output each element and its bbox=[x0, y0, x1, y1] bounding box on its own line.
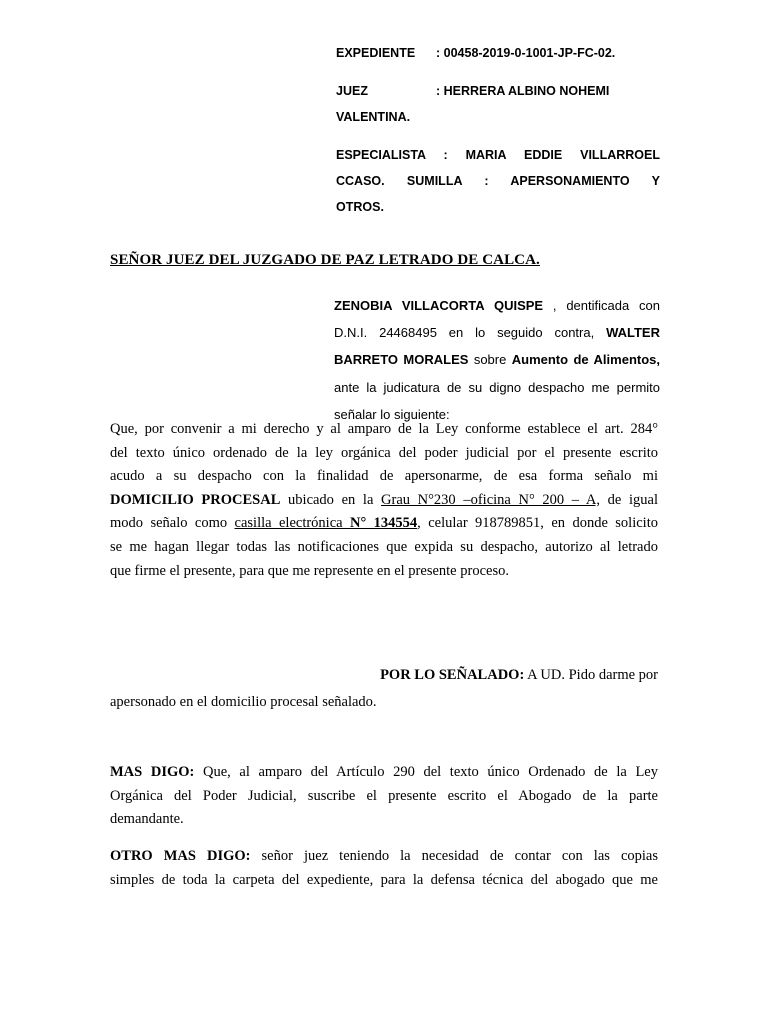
plaintiff-name: ZENOBIA VILLACORTA QUISPE bbox=[334, 298, 544, 313]
body-line bbox=[110, 512, 658, 536]
por-lo-line bbox=[110, 664, 658, 688]
body-line: del texto único ordenado de la ley orgánica del poder judicial por el presente escrito bbox=[110, 444, 658, 461]
expediente-value: : 00458-2019-0-1001-JP-FC-02. bbox=[436, 46, 616, 60]
juez-row bbox=[336, 78, 660, 104]
casilla-label: casilla electrónica bbox=[234, 515, 350, 532]
especialista-cont: CCASO. SUMILLA bbox=[336, 174, 463, 188]
casilla-number: N° 134554 bbox=[349, 515, 418, 532]
especialista-value: : MARIA EDDIE VILLARROEL bbox=[443, 148, 660, 162]
mas-digo-text: Que, al amparo del Artículo 290 del texto único Ordenado de la Ley bbox=[194, 764, 658, 780]
por-lo-label: POR LO SEÑALADO: bbox=[380, 667, 525, 683]
body-line: se me hagan llegar todas las notificaciones que expida su despacho, autorizo al letrado bbox=[110, 538, 658, 555]
body-line: Que, por convenir a mi derecho y al amparo de la Ley conforme establece el art. 284° bbox=[110, 421, 658, 437]
intro-paragraph bbox=[334, 292, 660, 428]
por-lo-text: apersonado en el domicilio procesal señalado. bbox=[110, 693, 377, 710]
body-line bbox=[110, 489, 658, 513]
sumilla-row bbox=[336, 168, 660, 194]
expediente-label: EXPEDIENTE bbox=[336, 46, 416, 60]
especialista-row bbox=[336, 142, 660, 168]
intro-text-3: ante la judicatura de su digno despacho me permito señalar lo siguiente: bbox=[334, 379, 660, 422]
case-header bbox=[336, 40, 660, 220]
intro-text-1: , dentificada con D.N.I. 24468495 en lo seguido contra, bbox=[334, 298, 660, 341]
otro-mas-digo-line bbox=[110, 845, 658, 869]
juez-label: JUEZ bbox=[336, 84, 368, 98]
mas-digo-label: MAS DIGO: bbox=[110, 764, 195, 780]
juez-value-cont: VALENTINA. bbox=[336, 110, 411, 124]
otro-mas-digo-text: simples de toda la carpeta del expediente, para la defensa técnica del abogado que me bbox=[110, 871, 658, 888]
sumilla-value: : APERSONAMIENTO Y bbox=[484, 174, 661, 188]
expediente-row bbox=[336, 40, 660, 66]
matter: Aumento de Alimentos, bbox=[511, 352, 661, 368]
body-text: ubicado en la bbox=[280, 491, 382, 508]
otro-mas-digo bbox=[110, 845, 658, 892]
intro-text-2: sobre bbox=[468, 352, 512, 368]
por-lo-senalado bbox=[110, 664, 658, 714]
por-lo-text: A UD. Pido darme por bbox=[524, 667, 658, 683]
especialista-label: ESPECIALISTA bbox=[336, 148, 426, 162]
body-text: de igual bbox=[600, 491, 658, 508]
court-heading: SEÑOR JUEZ DEL JUZGADO DE PAZ LETRADO DE CALCA. bbox=[110, 252, 540, 268]
mas-digo-text: Orgánica del Poder Judicial, suscribe el presente escrito el Abogado de la parte bbox=[110, 787, 658, 804]
defendant-name: WALTER BARRETO MORALES bbox=[334, 325, 660, 368]
body-line: que firme el presente, para que me represente en el presente proceso. bbox=[110, 562, 509, 579]
body-line: acudo a su despacho con la finalidad de apersonarme, de esa forma señalo mi bbox=[110, 468, 658, 485]
sumilla-cont: OTROS. bbox=[336, 200, 384, 214]
domicilio-label: DOMICILIO PROCESAL bbox=[110, 491, 281, 508]
mas-digo-line bbox=[110, 761, 658, 785]
mas-digo bbox=[110, 761, 658, 832]
mas-digo-text: demandante. bbox=[110, 811, 184, 828]
otro-mas-digo-label: OTRO MAS DIGO: bbox=[110, 848, 251, 864]
otro-mas-digo-text: señor juez teniendo la necesidad de contar con las copias bbox=[250, 848, 658, 864]
body-paragraph bbox=[110, 418, 658, 583]
address: Grau N°230 –oficina N° 200 – A, bbox=[381, 491, 600, 508]
body-text: , celular 918789851, en donde solicito bbox=[417, 515, 658, 532]
body-text: modo señalo como bbox=[110, 515, 235, 532]
juez-value: : HERRERA ALBINO NOHEMI bbox=[436, 84, 610, 98]
